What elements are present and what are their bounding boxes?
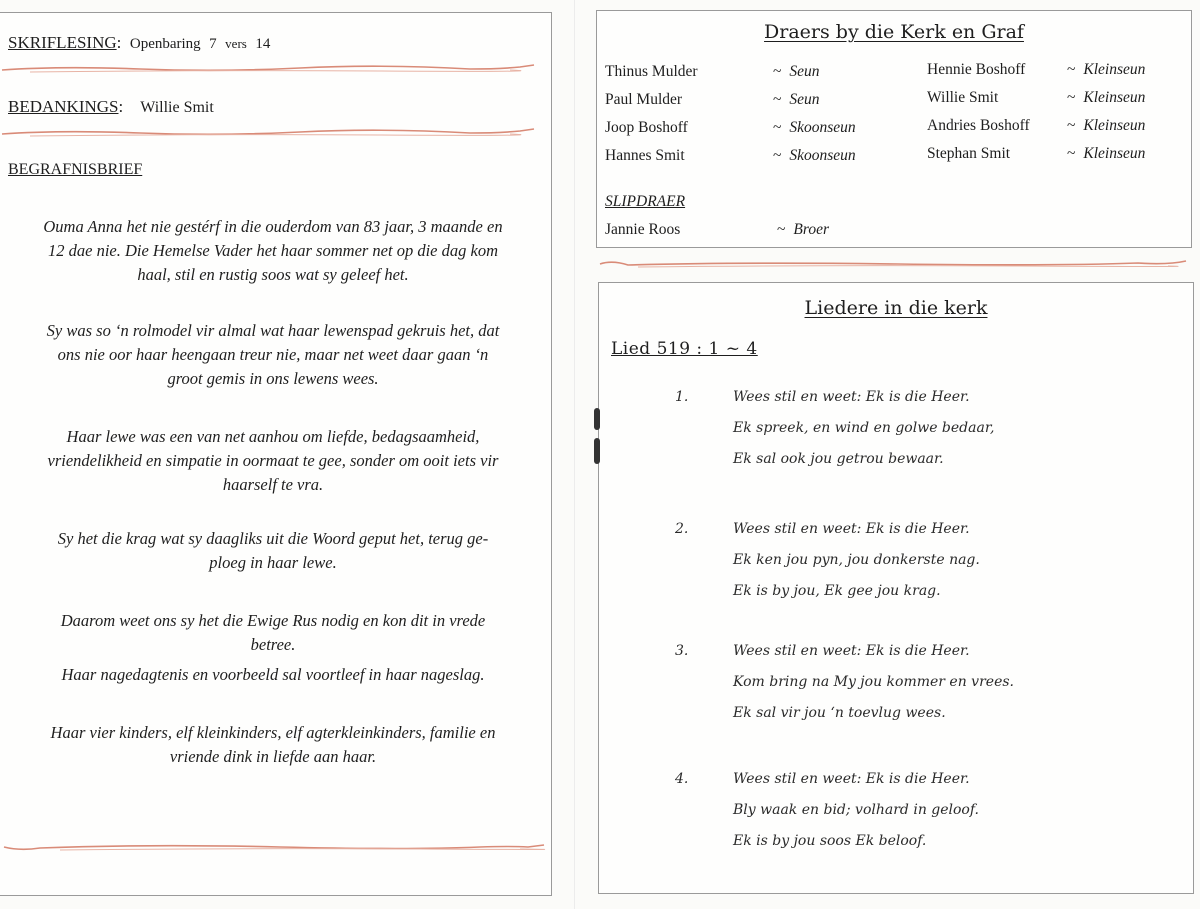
tilde-separator: ~ <box>1067 145 1076 162</box>
paragraph-line: Haar nagedagtenis en voorbeeld sal voortleef in haar nageslag. <box>61 665 485 684</box>
bearer-role <box>773 119 856 137</box>
paragraph-line: 12 dae nie. Die Hemelse Vader het haar sommer net op die dag kom <box>48 241 498 260</box>
bearer-role-text: Skoonseun <box>789 147 856 164</box>
bearer-name: Thinus Mulder <box>605 63 698 80</box>
bearer-role-text: Seun <box>789 63 820 80</box>
bearer-name: Jannie Roos <box>605 221 681 238</box>
paragraph-7 <box>8 721 538 769</box>
bearer-name: Willie Smit <box>927 89 999 106</box>
bearer-role <box>1067 89 1145 107</box>
bearer-name: Andries Boshoff <box>927 117 1030 134</box>
bearer-role-text: Seun <box>789 91 820 108</box>
flourish-divider <box>0 61 540 75</box>
tilde-separator: ~ <box>777 221 786 238</box>
verse-line: Ek spreek, en wind en golwe bedaar, <box>733 420 995 436</box>
bedankings-colon: : <box>118 97 124 116</box>
paragraph-line: haarself te vra. <box>222 475 324 494</box>
verse-line: Wees stil en weet: Ek is die Heer. <box>733 643 970 659</box>
paragraph-line: betree. <box>250 635 296 654</box>
bearer-role-text: Kleinseun <box>1083 117 1146 134</box>
skriflesing-label: SKRIFLESING <box>8 33 117 52</box>
skriflesing-chapter: 7 <box>209 36 217 52</box>
tilde-separator: ~ <box>773 63 782 80</box>
bearer-name: Paul Mulder <box>605 91 683 108</box>
verse-line: Wees stil en weet: Ek is die Heer. <box>733 389 970 405</box>
paragraph-line: Sy het die krag wat sy daagliks uit die Woord geput het, terug ge- <box>57 529 489 548</box>
paragraph-2 <box>8 319 538 391</box>
bearer-name: Joop Boshoff <box>605 119 688 136</box>
verse-line: Ek ken jou pyn, jou donkerste nag. <box>733 552 980 568</box>
paragraph-5 <box>8 609 538 657</box>
tilde-separator: ~ <box>1067 89 1076 106</box>
bearer-role <box>1067 117 1145 135</box>
paragraph-4 <box>8 527 538 575</box>
bearers-title: Draers by die Kerk en Graf <box>764 21 1024 43</box>
bearer-role <box>773 147 856 165</box>
bedankings-line <box>8 97 214 117</box>
tilde-separator: ~ <box>773 91 782 108</box>
bearer-role-text: Kleinseun <box>1083 61 1146 78</box>
paragraph-line: Daarom weet ons sy het die Ewige Rus nodig en kon dit in vrede <box>60 611 486 630</box>
paragraph-line: Haar lewe was een van net aanhou om liefde, bedagsaamheid, <box>66 427 480 446</box>
skriflesing-colon: : <box>116 33 122 52</box>
songs-panel <box>598 282 1194 894</box>
bearer-role-text: Kleinseun <box>1083 89 1146 106</box>
paragraph-6 <box>8 663 538 687</box>
verse-number: 3. <box>675 643 689 659</box>
tilde-separator: ~ <box>773 147 782 164</box>
paragraph-line: vriendelikheid en simpatie in oormaat te gee, sonder om ooit iets vir <box>47 451 499 470</box>
verse-line: Bly waak en bid; volhard in geloof. <box>733 802 979 818</box>
paragraph-line: vriende dink in liefde aan haar. <box>169 747 377 766</box>
skriflesing-vers-word: vers <box>225 36 247 51</box>
paragraph-line: Haar vier kinders, elf kleinkinders, elf agterkleinkinders, familie en <box>50 723 496 742</box>
bearer-role-text: Kleinseun <box>1083 145 1146 162</box>
bearer-name: Hannes Smit <box>605 147 685 164</box>
bearer-role <box>777 221 829 239</box>
bedankings-name: Willie Smit <box>140 99 214 116</box>
paragraph-line: Ouma Anna het nie gestérf in die ouderdom van 83 jaar, 3 maande en <box>43 217 503 236</box>
left-panel <box>0 12 552 896</box>
skriflesing-line <box>8 33 270 53</box>
verse-line: Ek sal ook jou getrou bewaar. <box>733 451 944 467</box>
slipdraer-heading: SLIPDRAER <box>605 193 686 210</box>
bearer-role <box>773 63 820 81</box>
bearer-name: Stephan Smit <box>927 145 1011 162</box>
flourish-divider <box>0 839 548 853</box>
bearers-panel <box>596 10 1192 248</box>
binding-mark <box>594 408 600 430</box>
bearer-role <box>1067 61 1145 79</box>
verse-line: Kom bring na My jou kommer en vrees. <box>733 674 1014 690</box>
flourish-divider <box>0 125 540 139</box>
tilde-separator: ~ <box>773 119 782 136</box>
page-fold <box>574 0 575 909</box>
verse-line: Wees stil en weet: Ek is die Heer. <box>733 771 970 787</box>
paragraph-line: groot gemis in ons lewens wees. <box>167 369 379 388</box>
bearer-role-text: Broer <box>793 221 829 238</box>
binding-mark <box>594 438 600 464</box>
skriflesing-book: Openbaring <box>129 36 201 52</box>
bearer-role <box>1067 145 1145 163</box>
verse-line: Ek is by jou, Ek gee jou krag. <box>733 583 941 599</box>
paragraph-3 <box>8 425 538 497</box>
verse-number: 4. <box>675 771 689 787</box>
bearer-role-text: Skoonseun <box>789 119 856 136</box>
paragraph-line: ons nie oor haar heengaan treur nie, maar net weet daar gaan ‘n <box>57 345 489 364</box>
bearer-role <box>773 91 820 109</box>
verse-number: 2. <box>675 521 689 537</box>
verse-line: Wees stil en weet: Ek is die Heer. <box>733 521 970 537</box>
songs-title: Liedere in die kerk <box>804 297 988 319</box>
paragraph-line: ploeg in haar lewe. <box>209 553 337 572</box>
paragraph-1 <box>8 215 538 287</box>
flourish-divider <box>598 256 1190 270</box>
bearer-name: Hennie Boshoff <box>927 61 1026 78</box>
paragraph-line: haal, stil en rustig soos wat sy geleef het. <box>137 265 409 284</box>
tilde-separator: ~ <box>1067 117 1076 134</box>
verse-number: 1. <box>675 389 689 405</box>
tilde-separator: ~ <box>1067 61 1076 78</box>
paragraph-line: Sy was so ‘n rolmodel vir almal wat haar lewenspad gekruis het, dat <box>46 321 500 340</box>
verse-line: Ek sal vir jou ‘n toevlug wees. <box>733 705 946 721</box>
verse-line: Ek is by jou soos Ek beloof. <box>733 833 927 849</box>
skriflesing-verse: 14 <box>255 36 271 52</box>
song-reference: Lied 519 : 1 ~ 4 <box>611 339 758 359</box>
begrafnisbrief-heading: BEGRAFNISBRIEF <box>8 161 143 178</box>
bedankings-label: BEDANKINGS <box>8 97 119 116</box>
